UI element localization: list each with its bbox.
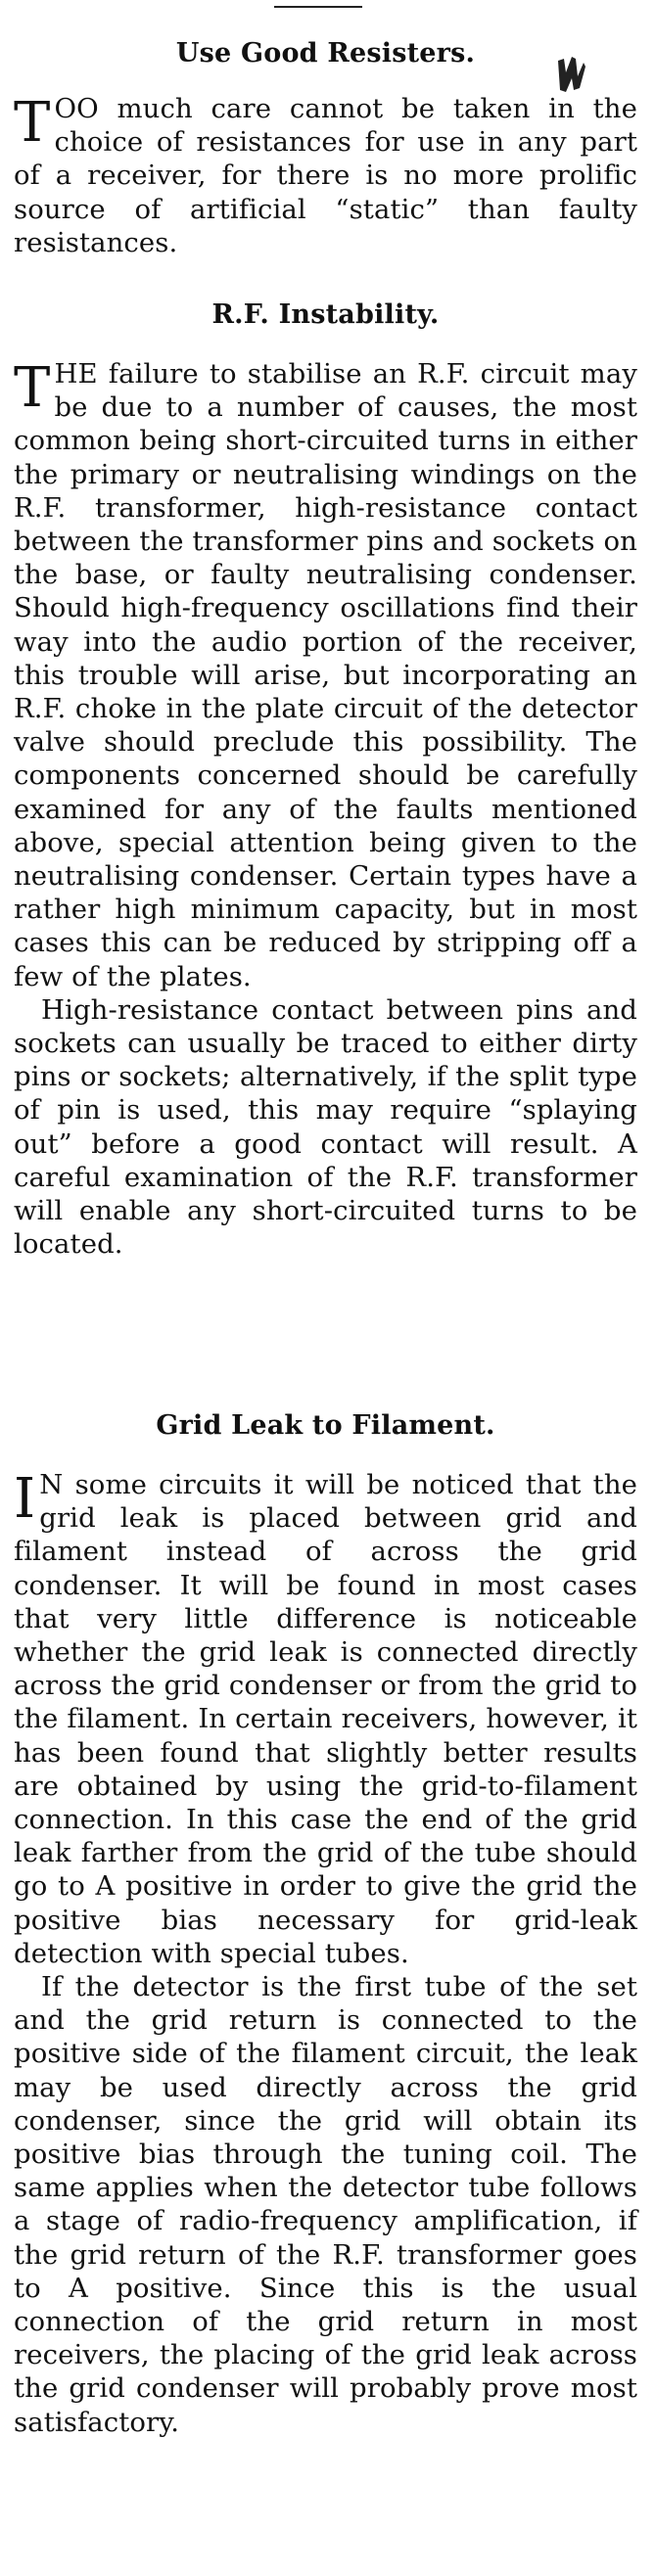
drop-cap: T	[14, 91, 51, 155]
paragraph-text: High-resistance contact between pins and sockets can usually be traced to either dirty pins or sockets; alternatively, if the split type of pin is used, this may require “splaying out” before a good contact will result. A careful examination of the R.F. transformer will enable any short-circuited turns to be located.	[14, 993, 637, 1261]
section-heading: Use Good Resisters.	[175, 38, 476, 69]
paragraph	[14, 92, 637, 259]
paragraph	[14, 993, 637, 1262]
paragraph	[14, 357, 637, 993]
section-rf-instability	[14, 299, 637, 1261]
paragraph	[14, 1970, 637, 2439]
top-rule	[274, 6, 362, 8]
section-grid-leak-to-filament	[14, 1409, 637, 2439]
paragraph-text: HE failure to stabilise an R.F. circuit may be due to a number of causes, the most common being short-circuited turns in either the primary or neutralising windings on the R.F. transformer, high-resistance contact between the transformer pins and sockets on the base, or faulty neutralising condenser. Should high-frequency oscillations find their way into the audio portion of the receiver, this trouble will arise, but incorporating an R.F. choke in the plate circuit of the detector valve should preclude this possibility. The components concerned should be carefully examined for any of the faults mentioned above, special attention being given to the neutralising condenser. Certain types have a rather high minimum capacity, but in most cases this can be reduced by stripping off a few of the plates.	[14, 358, 637, 992]
section-heading: Grid Leak to Filament.	[156, 1410, 495, 1441]
section-use-good-resisters	[14, 37, 637, 259]
paragraph	[14, 1468, 637, 1970]
section-heading: R.F. Instability.	[211, 299, 440, 330]
paragraph-text: N some circuits it will be noticed that the grid leak is placed between grid and filament instead of across the grid condenser. It will be found in most cases that very little difference is noticeable whether the grid leak is connected directly across the grid condenser or from the grid to the filament. In certain receivers, however, it has been found that slightly better results are obtained by using the grid-to-filament connection. In this case the end of the grid leak farther from the grid of the tube should go to A positive in order to give the grid the positive bias necessary for grid-leak detection with special tubes.	[14, 1469, 637, 1969]
drop-cap: T	[14, 356, 51, 420]
paragraph-text: OO much care cannot be taken in the choice of resistances for use in any part of a receiver, for there is no more prolific source of artificial “static” than faulty resistances.	[14, 93, 637, 258]
drop-cap: I	[14, 1467, 36, 1531]
paragraph-text: If the detector is the first tube of the set and the grid return is connected to the positive side of the filament circuit, the leak may be used directly across the grid condenser, since the grid will obtain its positive bias through the tuning coil. The same applies when the detector tube follows a stage of radio-frequency amplification, if the grid return of the R.F. transformer goes to A positive. Since this is the usual connection of the grid return in most receivers, the placing of the grid leak across the grid condenser will probably prove most satisfactory.	[14, 1971, 637, 2438]
